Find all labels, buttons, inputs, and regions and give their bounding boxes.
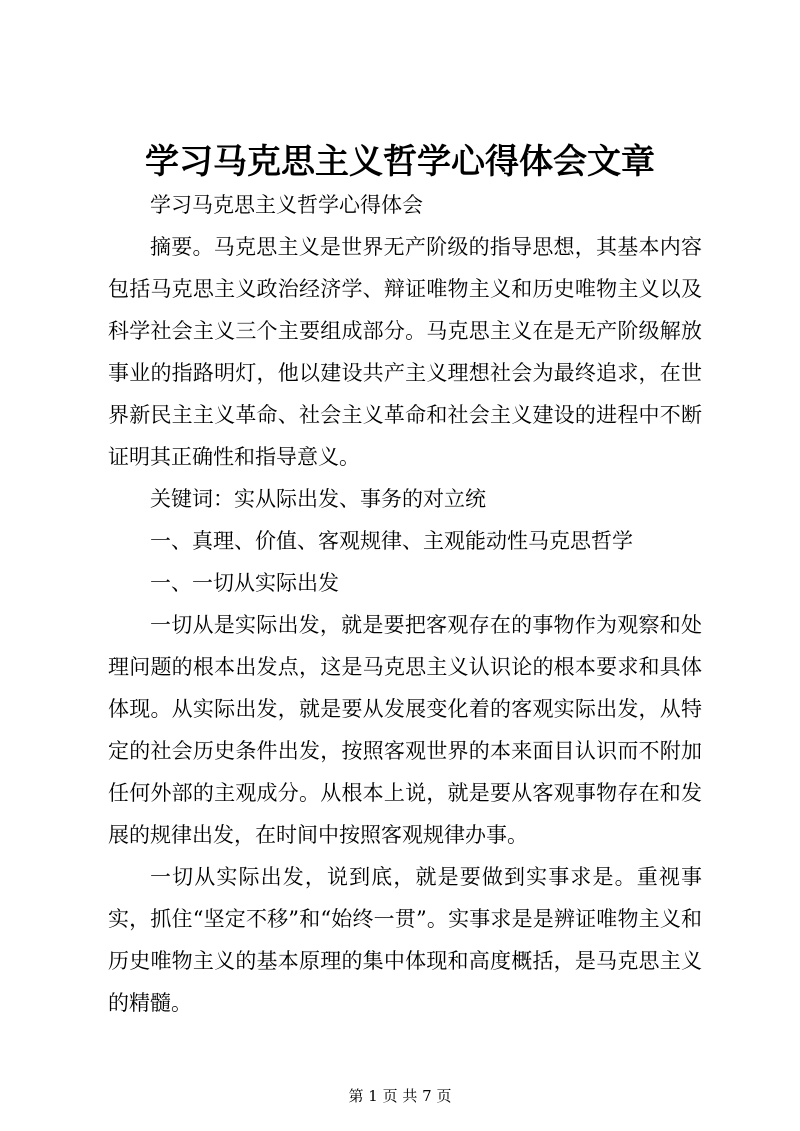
body-paragraph: 一切从是实际出发，就是要把客观存在的事物作为观察和处理问题的根本出发点，这是马克思主义认识论的根本要求和具体体现。从实际出发，就是要从发展变化着的客观实际出发，从特定的社会历史条件出发，按照客观世界的本来面目认识而不附加任何外部的主观成分。从根本上说，就是要从客观事物存在和发展的规律出发，在时间中按照客观规律办事。 bbox=[108, 613, 702, 847]
body-paragraph: 一切从实际出发，说到底，就是要做到实事求是。重视事实，抓住“坚定不移”和“始终一贯”。实事求是是辨证唯物主义和历史唯物主义的基本原理的集中体现和高度概括，是马克思主义的精髓。 bbox=[108, 865, 702, 1015]
subtitle-paragraph: 学习马克思主义哲学心得体会 bbox=[150, 193, 423, 217]
subsection-heading: 一、一切从实际出发 bbox=[150, 571, 339, 595]
keywords-paragraph: 关键词：实从际出发、事务的对立统 bbox=[150, 487, 486, 511]
abstract-paragraph: 摘要。马克思主义是世界无产阶级的指导思想，其基本内容包括马克思主义政治经济学、辩证唯物主义和历史唯物主义以及科学社会主义三个主要组成部分。马克思主义在是无产阶级解放事业的指路明灯，他以建设共产主义理想社会为最终追求，在世界新民主主义革命、社会主义革命和社会主义建设的进程中不断证明其正确性和指导意义。 bbox=[108, 235, 702, 469]
page-number-footer: 第 1 页 共 7 页 bbox=[348, 1087, 452, 1105]
section-heading: 一、真理、价值、客观规律、主观能动性马克思哲学 bbox=[150, 529, 633, 553]
document-title: 学习马克思主义哲学心得体会文章 bbox=[145, 142, 655, 182]
document-body bbox=[108, 184, 702, 1024]
